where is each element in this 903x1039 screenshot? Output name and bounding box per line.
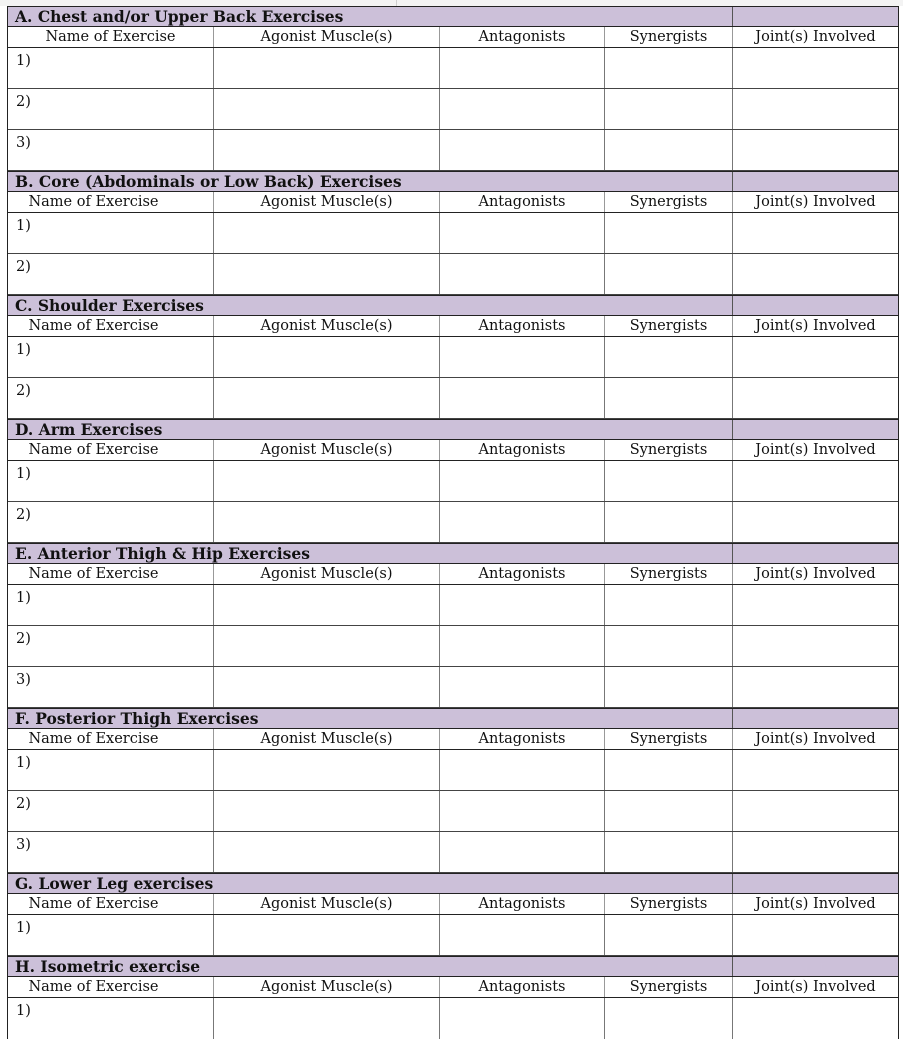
column-header-joints-involved: Joint(s) Involved bbox=[755, 896, 876, 912]
column-header-row bbox=[8, 564, 898, 585]
column-header-row bbox=[8, 27, 898, 48]
cell-antagonists[interactable] bbox=[440, 89, 605, 129]
section-title: G. Lower Leg exercises bbox=[15, 874, 214, 893]
cell-name-of-exercise[interactable] bbox=[8, 915, 214, 955]
cell-synergists[interactable] bbox=[605, 337, 733, 377]
row-number: 1) bbox=[16, 590, 31, 606]
table-row bbox=[8, 832, 898, 873]
cell-agonist-muscles[interactable] bbox=[214, 254, 440, 294]
cell-joints-involved[interactable] bbox=[733, 502, 898, 542]
row-number: 2) bbox=[16, 631, 31, 647]
column-header-name-of-exercise: Name of Exercise bbox=[8, 894, 214, 914]
cell-agonist-muscles[interactable] bbox=[214, 502, 440, 542]
cell-synergists[interactable] bbox=[605, 254, 733, 294]
cell-name-of-exercise[interactable] bbox=[8, 750, 214, 790]
column-header-antagonists: Antagonists bbox=[440, 440, 605, 460]
exercise-section bbox=[8, 6, 898, 171]
column-header-joints-involved: Joint(s) Involved bbox=[755, 318, 876, 334]
cell-synergists[interactable] bbox=[605, 750, 733, 790]
table-row bbox=[8, 667, 898, 708]
cell-agonist-muscles[interactable] bbox=[214, 750, 440, 790]
cell-antagonists[interactable] bbox=[440, 667, 605, 707]
table-row bbox=[8, 254, 898, 295]
exercise-section bbox=[8, 295, 898, 419]
cell-agonist-muscles[interactable] bbox=[214, 337, 440, 377]
cell-name-of-exercise[interactable] bbox=[8, 832, 214, 872]
column-header-row bbox=[8, 440, 898, 461]
cell-agonist-muscles[interactable] bbox=[214, 89, 440, 129]
exercise-section bbox=[8, 873, 898, 956]
cell-agonist-muscles[interactable] bbox=[214, 832, 440, 872]
row-number: 1) bbox=[16, 920, 31, 936]
cell-antagonists[interactable] bbox=[440, 791, 605, 831]
cell-agonist-muscles[interactable] bbox=[214, 48, 440, 88]
column-header-name-of-exercise: Name of Exercise bbox=[8, 564, 214, 584]
column-header-row bbox=[8, 316, 898, 337]
exercise-section bbox=[8, 708, 898, 873]
cell-antagonists[interactable] bbox=[440, 461, 605, 501]
column-header-antagonists: Antagonists bbox=[440, 316, 605, 336]
table-row bbox=[8, 791, 898, 832]
cell-antagonists[interactable] bbox=[440, 378, 605, 418]
column-header-agonist-muscles: Agonist Muscle(s) bbox=[214, 316, 440, 336]
table-row bbox=[8, 378, 898, 419]
column-header-name-of-exercise: Name of Exercise bbox=[8, 977, 214, 997]
column-divider bbox=[732, 172, 733, 191]
cell-antagonists[interactable] bbox=[440, 213, 605, 253]
section-title: E. Anterior Thigh & Hip Exercises bbox=[15, 544, 310, 563]
column-header-name-of-exercise: Name of Exercise bbox=[8, 440, 214, 460]
column-header-agonist-muscles: Agonist Muscle(s) bbox=[214, 192, 440, 212]
exercise-section bbox=[8, 956, 898, 1039]
column-header-name-of-exercise: Name of Exercise bbox=[8, 27, 214, 47]
cell-agonist-muscles[interactable] bbox=[214, 915, 440, 955]
cell-agonist-muscles[interactable] bbox=[214, 998, 440, 1039]
cell-joints-involved[interactable] bbox=[733, 998, 898, 1039]
section-title: F. Posterior Thigh Exercises bbox=[15, 709, 259, 728]
row-number: 3) bbox=[16, 837, 31, 853]
column-header-synergists: Synergists bbox=[605, 27, 733, 47]
cell-joints-involved[interactable] bbox=[733, 750, 898, 790]
column-header-agonist-muscles: Agonist Muscle(s) bbox=[214, 977, 440, 997]
table-row bbox=[8, 213, 898, 254]
column-divider bbox=[732, 957, 733, 976]
table-row bbox=[8, 461, 898, 502]
column-header-row bbox=[8, 192, 898, 213]
cell-synergists[interactable] bbox=[605, 832, 733, 872]
table-row bbox=[8, 585, 898, 626]
column-header-agonist-muscles: Agonist Muscle(s) bbox=[214, 440, 440, 460]
column-divider bbox=[732, 874, 733, 893]
cell-synergists[interactable] bbox=[605, 89, 733, 129]
section-title: B. Core (Abdominals or Low Back) Exercises bbox=[15, 172, 402, 191]
column-header-synergists: Synergists bbox=[605, 192, 733, 212]
section-header bbox=[8, 873, 898, 894]
cell-antagonists[interactable] bbox=[440, 502, 605, 542]
row-number: 2) bbox=[16, 507, 31, 523]
cell-name-of-exercise[interactable] bbox=[8, 48, 214, 88]
cell-antagonists[interactable] bbox=[440, 998, 605, 1039]
cell-synergists[interactable] bbox=[605, 667, 733, 707]
cell-synergists[interactable] bbox=[605, 130, 733, 170]
cell-agonist-muscles[interactable] bbox=[214, 378, 440, 418]
table-row bbox=[8, 750, 898, 791]
section-title: C. Shoulder Exercises bbox=[15, 296, 204, 315]
table-row bbox=[8, 626, 898, 667]
column-header-synergists: Synergists bbox=[605, 894, 733, 914]
row-number: 1) bbox=[16, 755, 31, 771]
column-header-row bbox=[8, 729, 898, 750]
cell-name-of-exercise[interactable] bbox=[8, 585, 214, 625]
cell-agonist-muscles[interactable] bbox=[214, 461, 440, 501]
section-header bbox=[8, 6, 898, 27]
column-header-antagonists: Antagonists bbox=[440, 729, 605, 749]
column-divider bbox=[732, 420, 733, 439]
column-header-antagonists: Antagonists bbox=[440, 192, 605, 212]
cell-joints-involved[interactable] bbox=[733, 461, 898, 501]
section-title: A. Chest and/or Upper Back Exercises bbox=[15, 7, 344, 26]
cell-synergists[interactable] bbox=[605, 791, 733, 831]
cell-joints-involved[interactable] bbox=[733, 254, 898, 294]
row-number: 1) bbox=[16, 342, 31, 358]
section-header bbox=[8, 171, 898, 192]
column-divider bbox=[732, 296, 733, 315]
column-header-antagonists: Antagonists bbox=[440, 564, 605, 584]
column-header-agonist-muscles: Agonist Muscle(s) bbox=[214, 27, 440, 47]
cell-joints-involved[interactable] bbox=[733, 337, 898, 377]
cell-joints-involved[interactable] bbox=[733, 667, 898, 707]
row-number: 2) bbox=[16, 259, 31, 275]
table-row bbox=[8, 89, 898, 130]
section-title: H. Isometric exercise bbox=[15, 957, 201, 976]
cell-synergists[interactable] bbox=[605, 915, 733, 955]
cell-synergists[interactable] bbox=[605, 998, 733, 1039]
cell-name-of-exercise[interactable] bbox=[8, 998, 214, 1039]
cell-name-of-exercise[interactable] bbox=[8, 502, 214, 542]
section-header bbox=[8, 956, 898, 977]
row-number: 1) bbox=[16, 53, 31, 69]
cell-name-of-exercise[interactable] bbox=[8, 254, 214, 294]
cell-agonist-muscles[interactable] bbox=[214, 130, 440, 170]
exercise-section bbox=[8, 543, 898, 708]
cell-synergists[interactable] bbox=[605, 502, 733, 542]
cell-antagonists[interactable] bbox=[440, 626, 605, 666]
cell-agonist-muscles[interactable] bbox=[214, 667, 440, 707]
cell-synergists[interactable] bbox=[605, 461, 733, 501]
column-header-agonist-muscles: Agonist Muscle(s) bbox=[214, 894, 440, 914]
column-header-antagonists: Antagonists bbox=[440, 27, 605, 47]
column-header-synergists: Synergists bbox=[605, 440, 733, 460]
row-number: 1) bbox=[16, 218, 31, 234]
column-header-row bbox=[8, 894, 898, 915]
table-row bbox=[8, 130, 898, 171]
table-row bbox=[8, 998, 898, 1039]
column-header-joints-involved: Joint(s) Involved bbox=[755, 442, 876, 458]
column-header-row bbox=[8, 977, 898, 998]
cell-antagonists[interactable] bbox=[440, 585, 605, 625]
column-header-joints-involved: Joint(s) Involved bbox=[755, 979, 876, 995]
column-header-antagonists: Antagonists bbox=[440, 977, 605, 997]
column-header-agonist-muscles: Agonist Muscle(s) bbox=[214, 564, 440, 584]
cell-joints-involved[interactable] bbox=[733, 832, 898, 872]
row-number: 2) bbox=[16, 94, 31, 110]
cell-agonist-muscles[interactable] bbox=[214, 585, 440, 625]
cell-antagonists[interactable] bbox=[440, 750, 605, 790]
column-header-agonist-muscles: Agonist Muscle(s) bbox=[214, 729, 440, 749]
cell-joints-involved[interactable] bbox=[733, 378, 898, 418]
cell-antagonists[interactable] bbox=[440, 48, 605, 88]
cell-agonist-muscles[interactable] bbox=[214, 626, 440, 666]
cell-name-of-exercise[interactable] bbox=[8, 89, 214, 129]
cell-name-of-exercise[interactable] bbox=[8, 461, 214, 501]
column-divider bbox=[732, 544, 733, 563]
cell-agonist-muscles[interactable] bbox=[214, 213, 440, 253]
column-divider bbox=[732, 7, 733, 26]
row-number: 1) bbox=[16, 466, 31, 482]
row-number: 2) bbox=[16, 796, 31, 812]
cell-synergists[interactable] bbox=[605, 585, 733, 625]
cell-antagonists[interactable] bbox=[440, 337, 605, 377]
row-number: 1) bbox=[16, 1003, 31, 1019]
cell-name-of-exercise[interactable] bbox=[8, 130, 214, 170]
row-number: 3) bbox=[16, 672, 31, 688]
cell-joints-involved[interactable] bbox=[733, 130, 898, 170]
column-divider bbox=[732, 709, 733, 728]
cell-name-of-exercise[interactable] bbox=[8, 626, 214, 666]
section-header bbox=[8, 543, 898, 564]
cell-synergists[interactable] bbox=[605, 626, 733, 666]
cell-name-of-exercise[interactable] bbox=[8, 337, 214, 377]
cell-joints-involved[interactable] bbox=[733, 626, 898, 666]
row-number: 3) bbox=[16, 135, 31, 151]
column-header-synergists: Synergists bbox=[605, 316, 733, 336]
column-header-name-of-exercise: Name of Exercise bbox=[8, 192, 214, 212]
cell-name-of-exercise[interactable] bbox=[8, 667, 214, 707]
cell-name-of-exercise[interactable] bbox=[8, 791, 214, 831]
section-title: D. Arm Exercises bbox=[15, 420, 163, 439]
cell-joints-involved[interactable] bbox=[733, 48, 898, 88]
column-header-synergists: Synergists bbox=[605, 729, 733, 749]
cell-antagonists[interactable] bbox=[440, 130, 605, 170]
table-row bbox=[8, 337, 898, 378]
cell-joints-involved[interactable] bbox=[733, 89, 898, 129]
cell-antagonists[interactable] bbox=[440, 915, 605, 955]
cell-joints-involved[interactable] bbox=[733, 585, 898, 625]
column-header-name-of-exercise: Name of Exercise bbox=[8, 316, 214, 336]
cell-name-of-exercise[interactable] bbox=[8, 378, 214, 418]
table-row bbox=[8, 915, 898, 956]
section-header bbox=[8, 419, 898, 440]
cell-joints-involved[interactable] bbox=[733, 213, 898, 253]
cell-synergists[interactable] bbox=[605, 48, 733, 88]
exercise-section bbox=[8, 171, 898, 295]
cell-antagonists[interactable] bbox=[440, 254, 605, 294]
table-row bbox=[8, 48, 898, 89]
cell-joints-involved[interactable] bbox=[733, 915, 898, 955]
column-header-synergists: Synergists bbox=[605, 564, 733, 584]
cell-joints-involved[interactable] bbox=[733, 791, 898, 831]
column-header-joints-involved: Joint(s) Involved bbox=[755, 731, 876, 747]
column-header-joints-involved: Joint(s) Involved bbox=[755, 194, 876, 210]
row-number: 2) bbox=[16, 383, 31, 399]
cell-synergists[interactable] bbox=[605, 213, 733, 253]
column-header-name-of-exercise: Name of Exercise bbox=[8, 729, 214, 749]
exercise-section bbox=[8, 419, 898, 543]
table-row bbox=[8, 502, 898, 543]
column-header-joints-involved: Joint(s) Involved bbox=[755, 566, 876, 582]
cell-agonist-muscles[interactable] bbox=[214, 791, 440, 831]
column-header-antagonists: Antagonists bbox=[440, 894, 605, 914]
exercise-worksheet-table bbox=[7, 6, 899, 1039]
section-header bbox=[8, 295, 898, 316]
cell-name-of-exercise[interactable] bbox=[8, 213, 214, 253]
section-header bbox=[8, 708, 898, 729]
cell-synergists[interactable] bbox=[605, 378, 733, 418]
column-header-joints-involved: Joint(s) Involved bbox=[755, 29, 876, 45]
cell-antagonists[interactable] bbox=[440, 832, 605, 872]
column-header-synergists: Synergists bbox=[605, 977, 733, 997]
